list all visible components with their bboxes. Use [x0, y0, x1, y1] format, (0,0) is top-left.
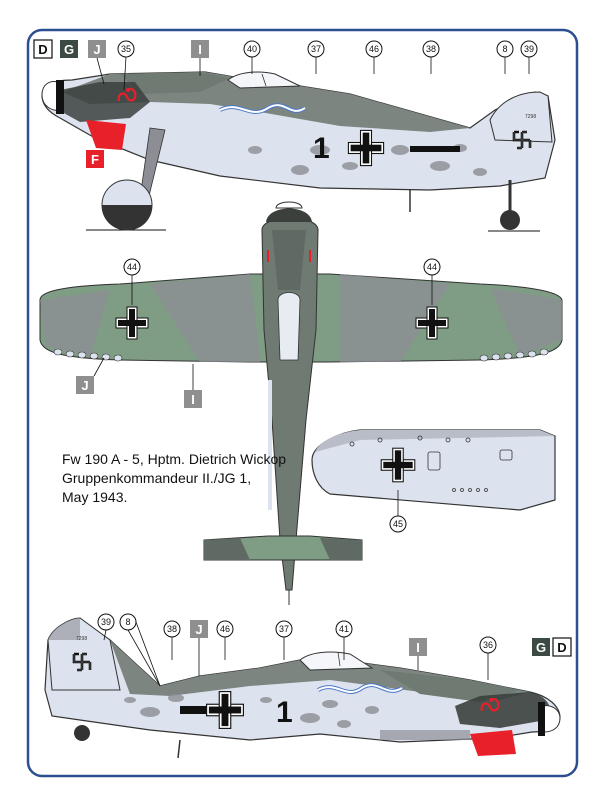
svg-text:45: 45: [392, 519, 404, 529]
svg-text:35: 35: [120, 44, 132, 54]
svg-text:39: 39: [100, 617, 112, 627]
svg-text:8: 8: [502, 44, 508, 54]
caption-line-unit: Gruppenkommandeur II./JG 1,: [62, 470, 252, 486]
svg-text:46: 46: [368, 44, 380, 54]
svg-text:F: F: [91, 152, 99, 167]
svg-text:44: 44: [126, 262, 138, 272]
svg-text:I: I: [191, 392, 195, 407]
svg-text:G: G: [535, 640, 547, 655]
svg-text:I: I: [416, 640, 420, 655]
svg-text:J: J: [93, 42, 101, 57]
svg-text:D: D: [557, 640, 567, 655]
caption: [62, 450, 286, 507]
svg-text:7298: 7298: [76, 636, 88, 642]
svg-text:41: 41: [338, 624, 350, 634]
svg-text:7298: 7298: [525, 114, 537, 120]
svg-text:37: 37: [310, 44, 322, 54]
caption-line-aircraft: Fw 190 A - 5, Hptm. Dietrich Wickop: [62, 451, 287, 467]
svg-text:44: 44: [426, 262, 438, 272]
svg-text:8: 8: [125, 617, 131, 627]
svg-text:1: 1: [313, 132, 330, 165]
svg-text:J: J: [195, 622, 203, 637]
svg-text:39: 39: [523, 44, 535, 54]
svg-text:38: 38: [166, 624, 178, 634]
caption-line-date: May 1943.: [62, 489, 128, 505]
svg-text:36: 36: [482, 640, 494, 650]
svg-text:1: 1: [276, 696, 293, 729]
svg-text:38: 38: [425, 44, 437, 54]
svg-text:46: 46: [219, 624, 231, 634]
svg-text:40: 40: [246, 44, 258, 54]
svg-text:J: J: [81, 378, 89, 393]
svg-text:D: D: [38, 42, 48, 57]
svg-text:37: 37: [278, 624, 290, 634]
svg-text:I: I: [198, 42, 202, 57]
svg-text:G: G: [63, 42, 75, 57]
